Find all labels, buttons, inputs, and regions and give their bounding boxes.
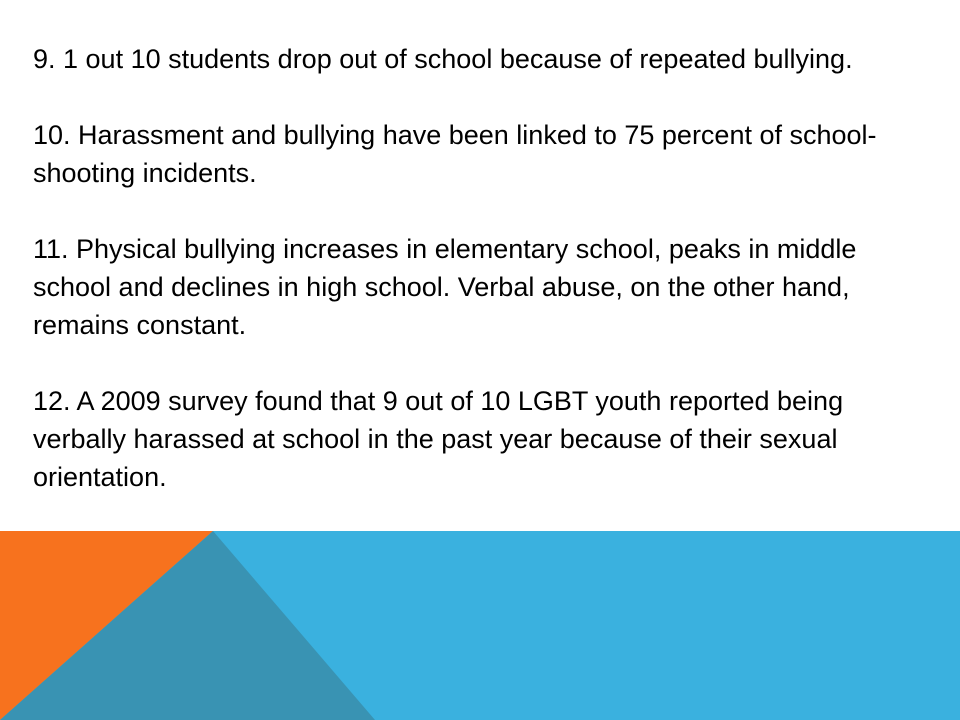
fact-10: 10. Harassment and bullying have been linked to 75 percent of school-shooting incidents. [33,120,877,188]
fact-11: 11. Physical bullying increases in elementary school, peaks in middle school and declines in high school. Verbal abuse, on the other hand, remains constant. [33,234,857,340]
fact-12: 12. A 2009 survey found that 9 out of 10 LGBT youth reported being verbally harassed at school in the past year because of their sexual orientation. [33,386,844,492]
fact-list [33,40,938,496]
fact-9: 9. 1 out 10 students drop out of school because of repeated bullying. [33,44,853,74]
